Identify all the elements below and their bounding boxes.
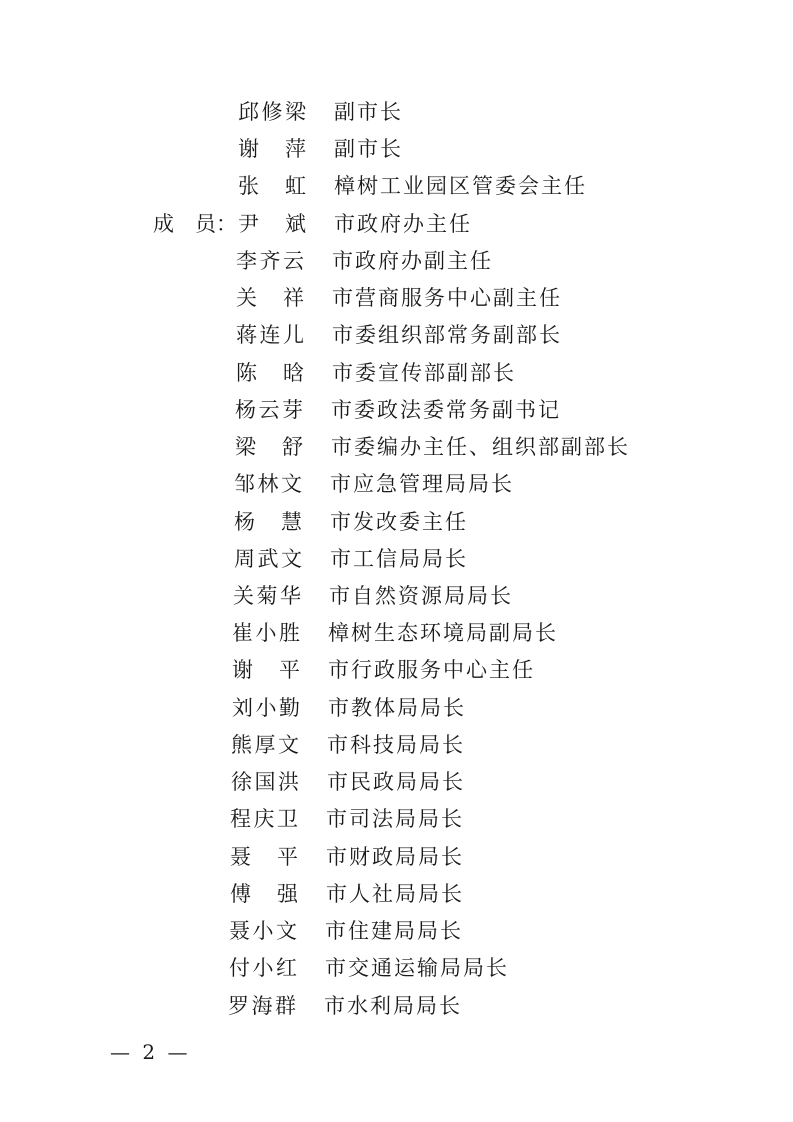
member-name: 邱修梁 [238, 100, 306, 124]
member-title: 市水利局局长 [324, 994, 462, 1018]
member-title: 市工信局局长 [330, 547, 468, 571]
member-title: 市司法局局长 [326, 807, 464, 831]
member-title: 市交通运输局局长 [325, 956, 509, 980]
member-title: 市营商服务中心副主任 [332, 286, 562, 310]
member-name: 崔小胜 [232, 621, 300, 645]
members-label: 成 员： [153, 212, 237, 236]
member-title: 市应急管理局局长 [330, 472, 514, 496]
member-name: 邹林文 [234, 472, 302, 496]
member-title: 市委编办主任、组织部副部长 [331, 435, 630, 459]
member-name: 刘小勤 [232, 696, 300, 720]
member-title: 副市长 [334, 100, 403, 124]
page-number: — 2 — [110, 1040, 191, 1064]
member-name: 周武文 [234, 547, 302, 571]
member-name: 谢 萍 [238, 137, 306, 161]
member-title: 市委宣传部副部长 [332, 361, 516, 385]
member-name: 徐国洪 [231, 770, 299, 794]
member-title: 市行政服务中心主任 [328, 658, 535, 682]
member-name: 谢 平 [232, 658, 300, 682]
member-name: 罗海群 [228, 994, 296, 1018]
member-name: 关 祥 [236, 286, 304, 310]
member-title: 市住建局局长 [325, 919, 463, 943]
member-name: 李齐云 [236, 249, 304, 273]
member-title: 市发改委主任 [330, 510, 468, 534]
member-name: 陈 晗 [236, 361, 304, 385]
member-title: 市财政局局长 [326, 845, 464, 869]
member-name: 聂 平 [230, 845, 298, 869]
member-name: 傅 强 [230, 882, 298, 906]
member-name: 尹 斌 [238, 212, 306, 236]
member-name: 张 虹 [238, 174, 306, 198]
member-title: 副市长 [334, 137, 403, 161]
member-name: 熊厚文 [231, 733, 299, 757]
member-title: 市自然资源局局长 [329, 584, 513, 608]
member-name: 程庆卫 [230, 807, 298, 831]
member-title: 市政府办副主任 [332, 249, 493, 273]
member-name: 关菊华 [233, 584, 301, 608]
member-name: 梁 舒 [235, 435, 303, 459]
member-title: 市教体局局长 [328, 696, 466, 720]
member-title: 樟树工业园区管委会主任 [334, 174, 587, 198]
member-title: 市民政局局长 [327, 770, 465, 794]
member-title: 市科技局局长 [327, 733, 465, 757]
member-title: 市委政法委常务副书记 [331, 398, 561, 422]
member-name: 杨 慧 [234, 510, 302, 534]
member-title: 市委组织部常务副部长 [332, 323, 562, 347]
member-title: 市政府办主任 [334, 212, 472, 236]
member-name: 聂小文 [229, 919, 297, 943]
member-name: 付小红 [229, 956, 297, 980]
member-name: 杨云芽 [235, 398, 303, 422]
member-name: 蒋连儿 [236, 323, 304, 347]
member-title: 樟树生态环境局副局长 [328, 621, 558, 645]
member-title: 市人社局局长 [326, 882, 464, 906]
